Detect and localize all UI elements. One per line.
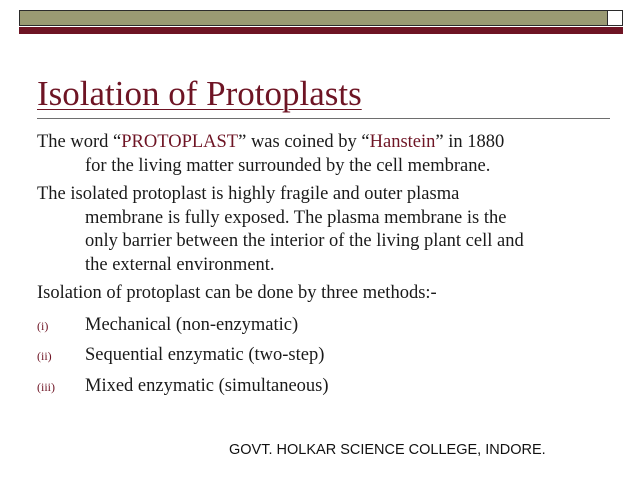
list-marker: (i): [37, 318, 49, 333]
list-marker: (ii): [37, 349, 52, 363]
text-run: The word “: [37, 132, 122, 152]
slide-body: [37, 131, 597, 399]
paragraph-line: The isolated protoplast is highly fragile and outer plasma: [37, 184, 460, 204]
slide-footer: GOVT. HOLKAR SCIENCE COLLEGE, INDORE.: [229, 442, 546, 458]
slide-title: Isolation of Protoplasts: [37, 74, 362, 113]
list-item-text: Sequential enzymatic (two-step): [85, 345, 325, 365]
title-divider: [37, 118, 610, 119]
header-corner-square: [607, 10, 623, 26]
paragraph-line: only barrier between the interior of the living plant cell and: [85, 231, 524, 251]
paragraph-line: [37, 131, 597, 155]
paragraph-methods-intro: [37, 282, 597, 306]
list-item-text: Mechanical (non-enzymatic): [85, 314, 299, 335]
highlight-term: PROTOPLAST: [121, 132, 239, 152]
header-accent-bar: [19, 27, 623, 34]
list-item: [37, 314, 597, 339]
paragraph-line: for the living matter surrounded by the cell membrane.: [85, 155, 491, 176]
list-marker: (iii): [37, 379, 55, 394]
paragraph-line: membrane is fully exposed. The plasma membrane is the: [85, 207, 507, 228]
paragraph-protoplast-origin: [37, 131, 597, 178]
text-run: ” was coined by “: [238, 132, 370, 152]
list-item: [37, 344, 597, 369]
list-item: [37, 375, 597, 400]
text-run: ” in 1880: [435, 132, 505, 152]
paragraph-fragility: [37, 183, 597, 277]
header-band: [19, 10, 623, 26]
paragraph-line: Isolation of protoplast can be done by three methods:-: [37, 283, 437, 303]
paragraph-line: the external environment.: [85, 254, 275, 275]
list-item-text: Mixed enzymatic (simultaneous): [85, 375, 329, 396]
highlight-name: Hanstein: [369, 132, 436, 152]
